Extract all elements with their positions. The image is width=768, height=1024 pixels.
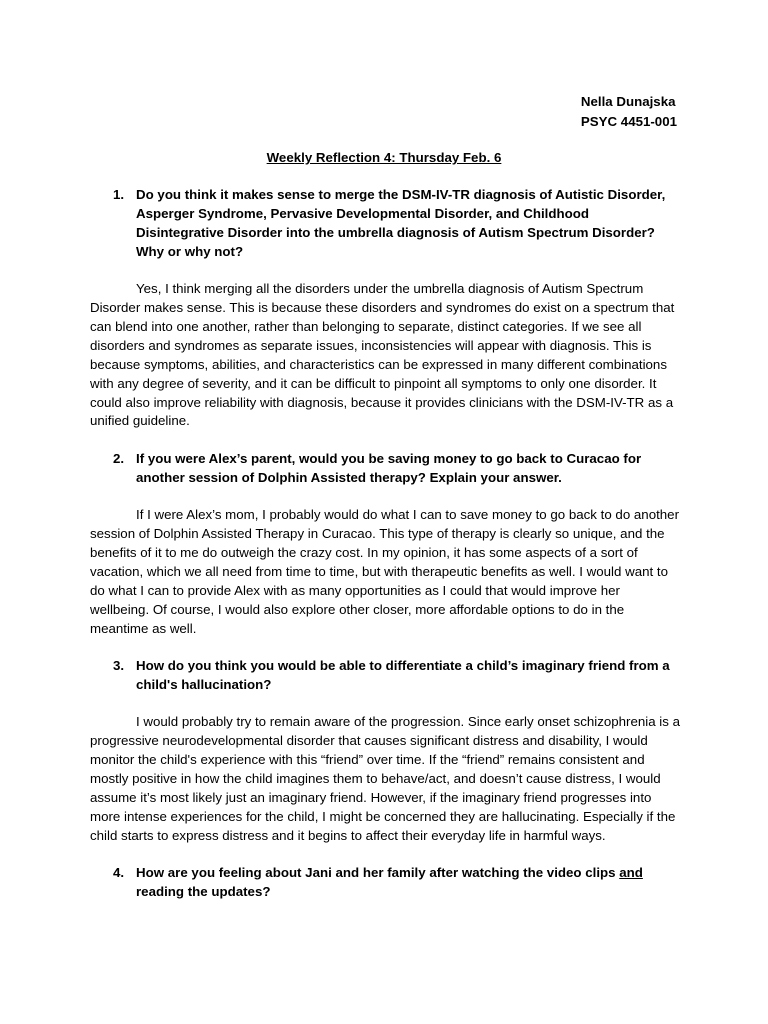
question-2-number: 2. [113,450,125,466]
question-3 [90,657,680,695]
question-4-underlined-word: and [619,865,643,881]
question-1 [90,186,680,262]
question-4-text-end: reading the updates? [136,884,271,900]
answer-2: If I were Alex’s mom, I probably would do what I can to save money to go back to do another session of Dolphin Assisted Therapy in Curacao. This type of therapy is clearly so unique, and the benefits of it to me do outweigh the crazy cost. In my opinion, it has some aspects of a sort of vacation, which we all need from time to time, but with therapeutic benefits as well. I would want to do what I can to provide Alex with as many opportunities as I could that would improve her wellbeing. Of course, I would also explore other closer, more affordable options to do in the meantime as well. [90,507,680,636]
question-2-text: If you were Alex’s parent, would you be saving money to go back to Curacao for another session of Dolphin Assisted therapy? Explain your answer. [136,450,642,485]
answer-1: Yes, I think merging all the disorders under the umbrella diagnosis of Autism Spectrum Disorder makes sense. This is because these disorders and syndromes do exist on a spectrum that can blend into one another, rather than belonging to separate, distinct categories. If we see all disorders and syndromes as separate issues, inconsistencies will appear with diagnosis. This is because symptoms, abilities, and characteristics can be expressed in many different combinations with any degree of severity, and it can be difficult to pinpoint all symptoms to only one disorder. It could also improve reliability with diagnosis, because it provides clinicians with the DSM-IV-TR as a unified guideline. [90,281,675,429]
question-4-text [136,865,643,899]
answer-3: I would probably try to remain aware of the progression. Since early onset schizophrenia is a progressive neurodevelopmental disorder that causes significant distress and disability, I would monitor the child's experience with this “friend” over time. If the “friend” remains consistent and mostly positive in how the child imagines them to behave/act, and doesn’t cause distress, I would assume it’s most likely just an imaginary friend. However, if the imaginary friend progresses into more intense experiences for the child, I might be concerned they are hallucinating. Especially if the child starts to express distress and it begins to affect their everyday life in harmful ways. [90,714,680,843]
course-code: PSYC 4451-001 [580,113,677,129]
question-1-number: 1. [113,187,125,202]
question-2 [90,450,680,488]
question-3-text: How do you think you would be able to differentiate a child’s imaginary friend from a child's hallucination? [136,658,670,692]
question-1-text: Do you think it makes sense to merge the DSM-IV-TR diagnosis of Autistic Disorder, Asperger Syndrome, Pervasive Developmental Disorder, and Childhood Disintegrative Disorder into the umbrella diagnosis of Autism Spectrum Disorder? Why or why not? [136,187,666,259]
question-4 [90,864,680,902]
author-header [581,92,677,131]
question-3-number: 3. [113,658,125,674]
author-name: Nella Dunajska [580,94,676,109]
document-body [90,186,680,902]
question-4-number: 4. [113,865,125,881]
document-title: Weekly Reflection 4: Thursday Feb. 6 [266,150,502,165]
question-4-text-start: How are you feeling about Jani and her family after watching the video clips [136,865,620,881]
